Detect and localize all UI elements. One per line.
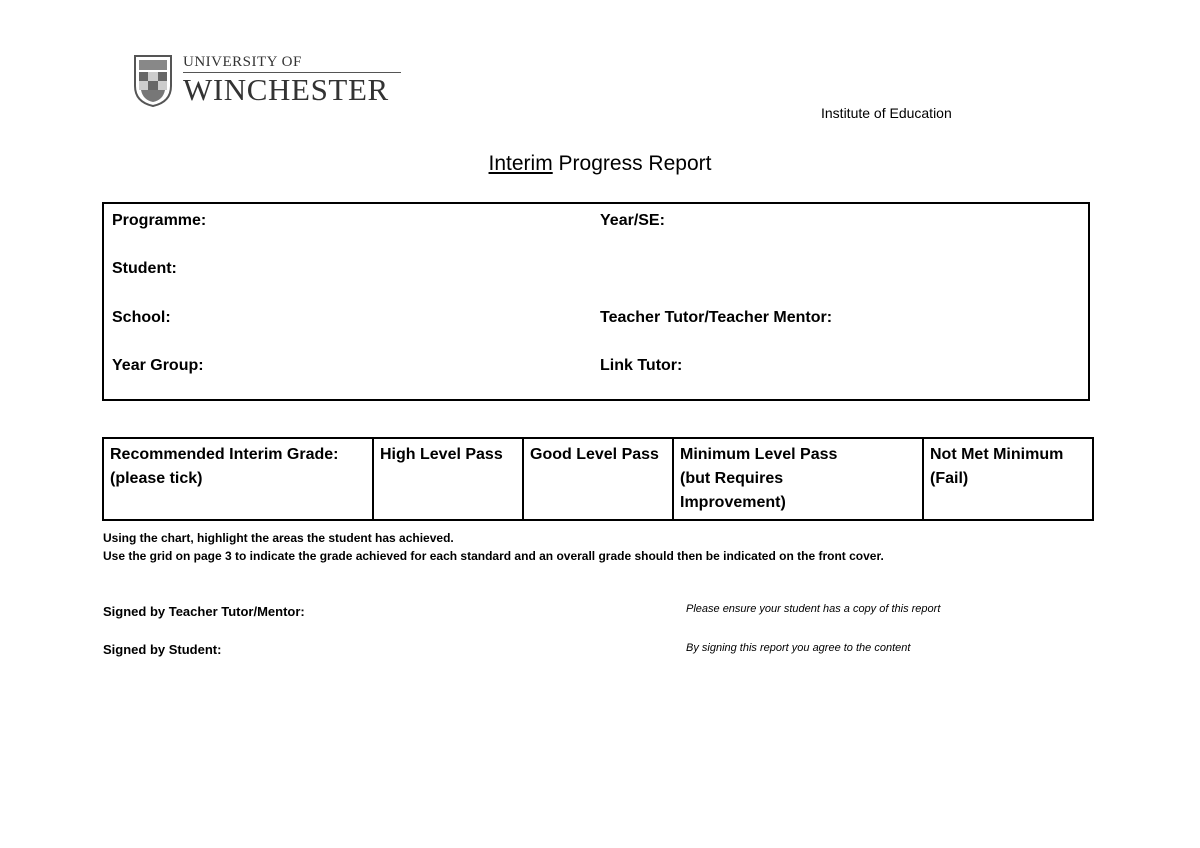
grade-notmet-line1: Not Met Minimum [930,446,1064,463]
grade-row [103,438,1093,520]
year-se-label: Year/SE: [600,212,665,229]
grade-label-line1: Recommended Interim Grade: [110,446,339,463]
student-signature-label: Signed by Student: [103,642,222,657]
grade-good-label: Good Level Pass [530,446,659,463]
teacher-tutor-label: Teacher Tutor/Teacher Mentor: [600,309,833,326]
institute-name: Institute of Education [821,105,952,121]
grade-label-line2: (please tick) [110,470,203,487]
crest-icon [133,54,173,108]
student-label: Student: [112,260,177,277]
logo-winchester: WINCHESTER [183,72,389,107]
grade-high-label: High Level Pass [380,446,503,463]
instruction-line-1: Using the chart, highlight the areas the student has achieved. [103,531,454,545]
student-info-box [102,202,1090,401]
grade-table [102,437,1094,521]
year-group-label: Year Group: [112,357,204,374]
university-logo [133,54,401,108]
grade-option-minimum[interactable] [673,438,923,520]
grade-option-high[interactable] [373,438,523,520]
title-underlined: Interim [488,152,553,175]
programme-label: Programme: [112,212,207,229]
instruction-line-2: Use the grid on page 3 to indicate the grade achieved for each standard and an overall grade should then be indicated on the front cover. [103,549,884,563]
logo-university-of: UNIVERSITY OF [183,54,401,73]
tutor-signature-label: Signed by Teacher Tutor/Mentor: [103,604,305,619]
grade-minimum-line1: Minimum Level Pass [680,446,838,463]
grade-option-not-met[interactable] [923,438,1093,520]
title-rest: Progress Report [552,152,712,175]
grade-minimum-line2: (but Requires [680,470,784,487]
grade-notmet-line2: (Fail) [930,470,969,487]
grade-option-good[interactable] [523,438,673,520]
student-signature-note: By signing this report you agree to the content [686,642,911,654]
grade-minimum-line3: Improvement) [680,494,786,511]
page-title [0,152,1200,176]
grade-label-cell [103,438,373,520]
link-tutor-label: Link Tutor: [600,357,683,374]
tutor-signature-note: Please ensure your student has a copy of this report [686,603,941,615]
school-label: School: [112,309,171,326]
